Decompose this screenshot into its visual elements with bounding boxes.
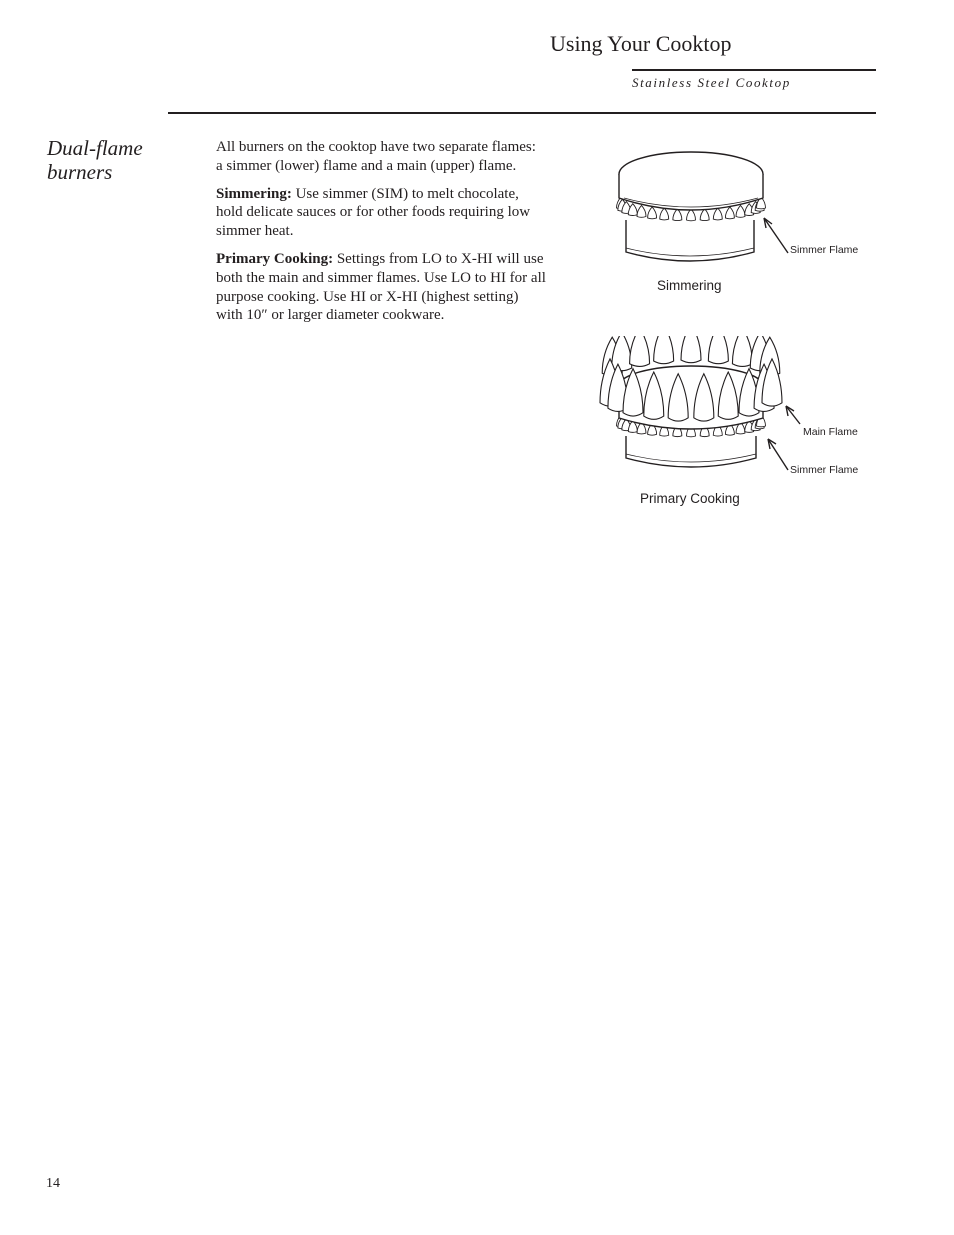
- flame-shape: [713, 208, 722, 220]
- flame-shape: [654, 336, 674, 364]
- flame-shape: [681, 336, 701, 363]
- simmer-flame-callout: Simmer Flame: [790, 464, 859, 476]
- body-text: [216, 138, 546, 334]
- primary-cooking-paragraph: [216, 250, 546, 325]
- simmering-text: Use simmer (SIM) to melt chocolate, hold delicate sauces or for other foods requiring low simmer heat.: [216, 185, 531, 240]
- intro-text: All burners on the cooktop have two separate flames: a simmer (lower) flame and a main (upper) flame.: [216, 139, 536, 174]
- simmering-paragraph: [216, 185, 546, 241]
- flame-shape: [687, 209, 696, 221]
- primary-cooking-label: Primary Cooking:: [216, 250, 334, 267]
- simmering-burner-illustration: [600, 140, 880, 310]
- flame-shape: [630, 336, 650, 366]
- main-flame-callout: Main Flame: [803, 426, 858, 438]
- page-header-subtitle: Stainless Steel Cooktop: [632, 75, 791, 90]
- header-rule-short: [632, 69, 876, 71]
- flame-shape: [725, 207, 734, 219]
- flame-shape: [648, 207, 657, 219]
- flame-shape: [736, 205, 745, 217]
- page-header-title: Using Your Cooktop: [550, 31, 732, 56]
- section-heading: Dual-flame burners: [47, 136, 143, 184]
- primary-cooking-burner-figure: [596, 336, 886, 516]
- flame-shape: [628, 204, 637, 216]
- flame-shape: [708, 336, 728, 364]
- flame-shape: [673, 209, 682, 221]
- primary-cooking-caption: Primary Cooking: [640, 491, 740, 506]
- page-number: 14: [46, 1176, 60, 1191]
- flame-shape: [700, 209, 709, 221]
- primary-cooking-text: Settings from LO to X-HI will use both the main and simmer flames. Use LO to HI for all purpose cooking. Use HI or X-HI (highest setting) with 10″ or larger diameter cookware.: [216, 250, 546, 324]
- flame-shape: [732, 336, 752, 366]
- flame-shape: [637, 205, 646, 217]
- simmering-label: Simmering:: [216, 185, 292, 202]
- header-rule-long: [168, 112, 876, 114]
- intro-paragraph: [216, 138, 546, 176]
- simmer-flame-callout: Simmer Flame: [790, 244, 859, 256]
- flame-shape: [660, 208, 669, 220]
- simmering-burner-figure: [600, 140, 880, 310]
- simmering-caption: Simmering: [657, 278, 722, 293]
